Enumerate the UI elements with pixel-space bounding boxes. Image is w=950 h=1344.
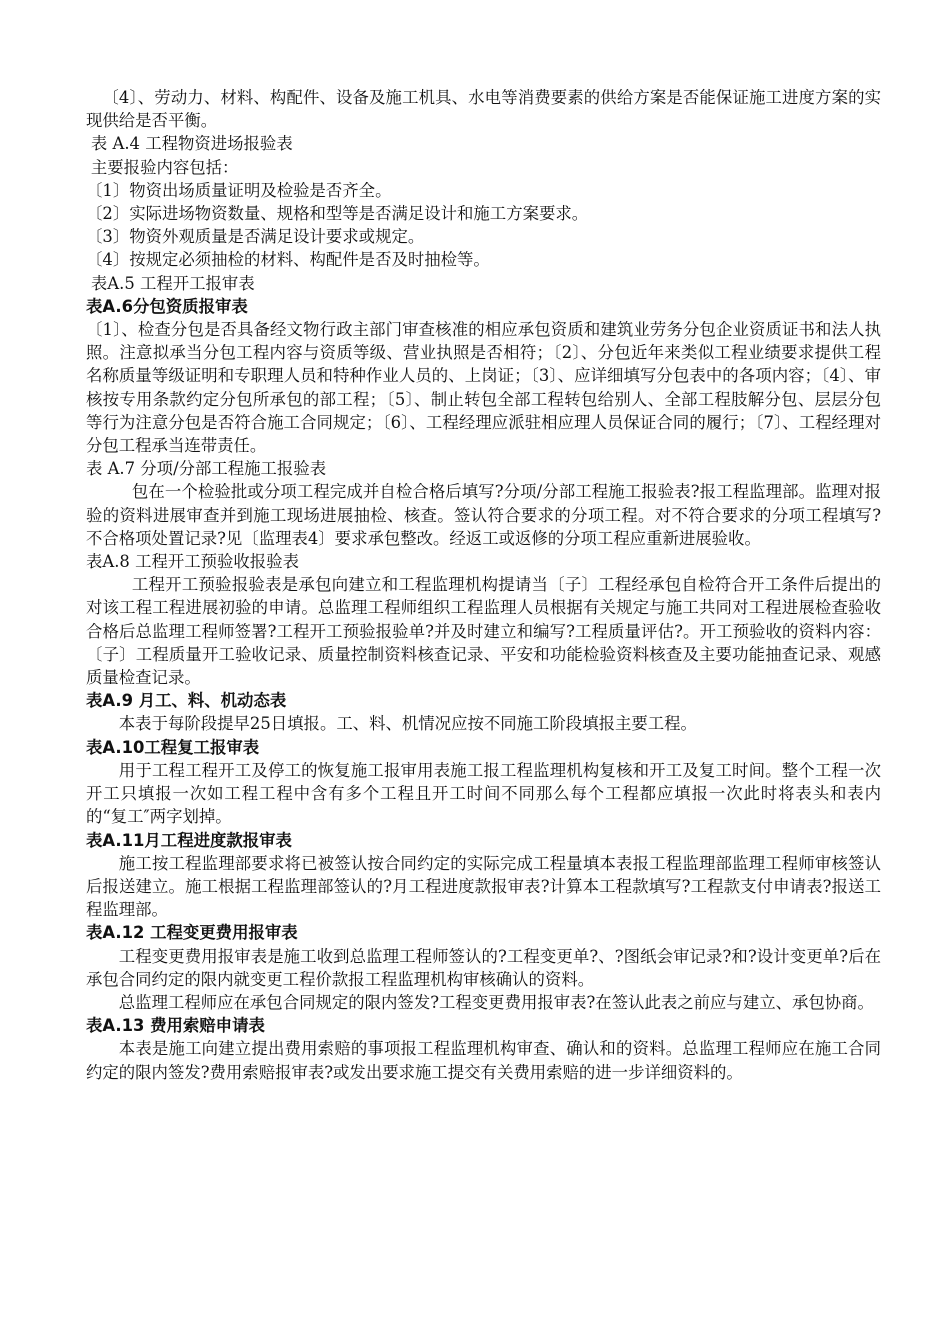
section-heading: 表A.6分包资质报审表: [86, 296, 248, 316]
table-title: 表A.5 工程开工报审表: [90, 273, 255, 293]
section-heading: 表A.9 月工、料、机动态表: [86, 691, 287, 711]
list-item: 〔1〕物资出场质量证明及检验是否齐全。: [86, 180, 392, 200]
section-heading: 表A.11月工程进度款报审表: [86, 830, 292, 850]
paragraph: 总监理工程师应在承包合同规定的限内签发?工程变更费用报审表?在签认此表之前应与建立、承包协商。: [118, 992, 874, 1012]
document-page: [86, 86, 881, 1084]
table-title: 表 A.7 分项/分部工程施工报验表: [86, 459, 327, 479]
list-item: 〔2〕实际进场物资数量、规格和型等是否满足设计和施工方案要求。: [86, 204, 589, 224]
paragraph: 用于工程工程开工及停工的恢复施工报审用表施工报工程监理机构复核和开工及复工时间。整个工程一次开工只填报一次如工程工程中含有多个工程且开工时间不同那么每个工程都应填报一次此时将表头和表内的“复工″两字划掉。: [86, 760, 881, 827]
paragraph: 本表于每阶段提早25日填报。工、料、机情况应按不同施工阶段填报主要工程。: [118, 714, 697, 734]
paragraph: 〔1〕、检查分包是否具备经文物行政主部门审查核准的相应承包资质和建筑业劳务分包企业资质证书和法人执照。注意拟承当分包工程内容与资质等级、营业执照是否相符；〔2〕、分包近年来类似工程业绩要求提供工程名称质量等级证明和专职理人员和特种作业人员的、上岗证；〔3〕、应详细填写分包表中的各项内容；〔4〕、审核按专用条款约定分包所承包的部工程；〔5〕、制止转包全部工程转包给别人、全部工程肢解分包、层层分包等行为注意分包是否符合施工合同规定；〔6〕、工程经理应派驻相应理人员保证合同的履行；〔7〕、工程经理对分包工程承当连带责任。: [86, 320, 881, 456]
section-heading: 表A.12 工程变更费用报审表: [86, 923, 298, 943]
paragraph: 〔4〕、劳动力、材料、构配件、设备及施工机具、水电等消费要素的供给方案是否能保证施工进度方案的实现供给是否平衡。: [86, 88, 881, 131]
paragraph: 主要报验内容包括：: [90, 157, 239, 177]
table-title: 表 A.4 工程物资进场报验表: [90, 134, 293, 154]
table-title: 表A.8 工程开工预验收报验表: [86, 552, 299, 572]
paragraph: 包在一个检验批或分项工程完成并自检合格后填写?分项/分部工程施工报验表?报工程监理部。监理对报验的资料进展审查并到施工现场进展抽检、核查。签认符合要求的分项工程。对不符合要求的分项工程填写?不合格项处置记录?见〔监理表4〕要求承包整改。经返工或返修的分项工程应重新进展验收。: [86, 482, 881, 548]
list-item: 〔4〕按规定必须抽检的材料、构配件是否及时抽检等。: [86, 250, 490, 270]
paragraph: 本表是施工向建立提出费用索赔的事项报工程监理机构审查、确认和的资料。总监理工程师应在施工合同约定的限内签发?费用索赔报审表?或发出要求施工提交有关费用索赔的进一步详细资料的。: [86, 1039, 881, 1082]
section-heading: 表A.13 费用索赔申请表: [86, 1016, 265, 1036]
section-heading: 表A.10工程复工报审表: [86, 737, 260, 757]
paragraph: 工程开工预验报验表是承包向建立和工程监理机构提请当〔子〕工程经承包自检符合开工条件后提出的对该工程工程进展初验的申请。总监理工程师组织工程监理人员根据有关规定与施工共同对工程进展检查验收合格后总监理工程师签署?工程开工预验报验单?并及时建立和编写?工程质量评估?。开工预验收的资料内容：〔子〕工程质量开工验收记录、质量控制资料核查记录、平安和功能检验资料核查及主要功能抽查记录、观感质量检查记录。: [86, 575, 881, 688]
list-item: 〔3〕物资外观质量是否满足设计要求或规定。: [86, 227, 425, 247]
paragraph: 工程变更费用报审表是施工收到总监理工程师签认的?工程变更单?、?图纸会审记录?和?设计变更单?后在承包合同约定的限内就变更工程价款报工程监理机构审核确认的资料。: [86, 946, 881, 989]
paragraph: 施工按工程监理部要求将已被签认按合同约定的实际完成工程量填本表报工程监理部监理工程师审核签认后报送建立。施工根据工程监理部签认的?月工程进度款报审表?计算本工程款填写?工程款支付申请表?报送工程监理部。: [86, 853, 881, 920]
